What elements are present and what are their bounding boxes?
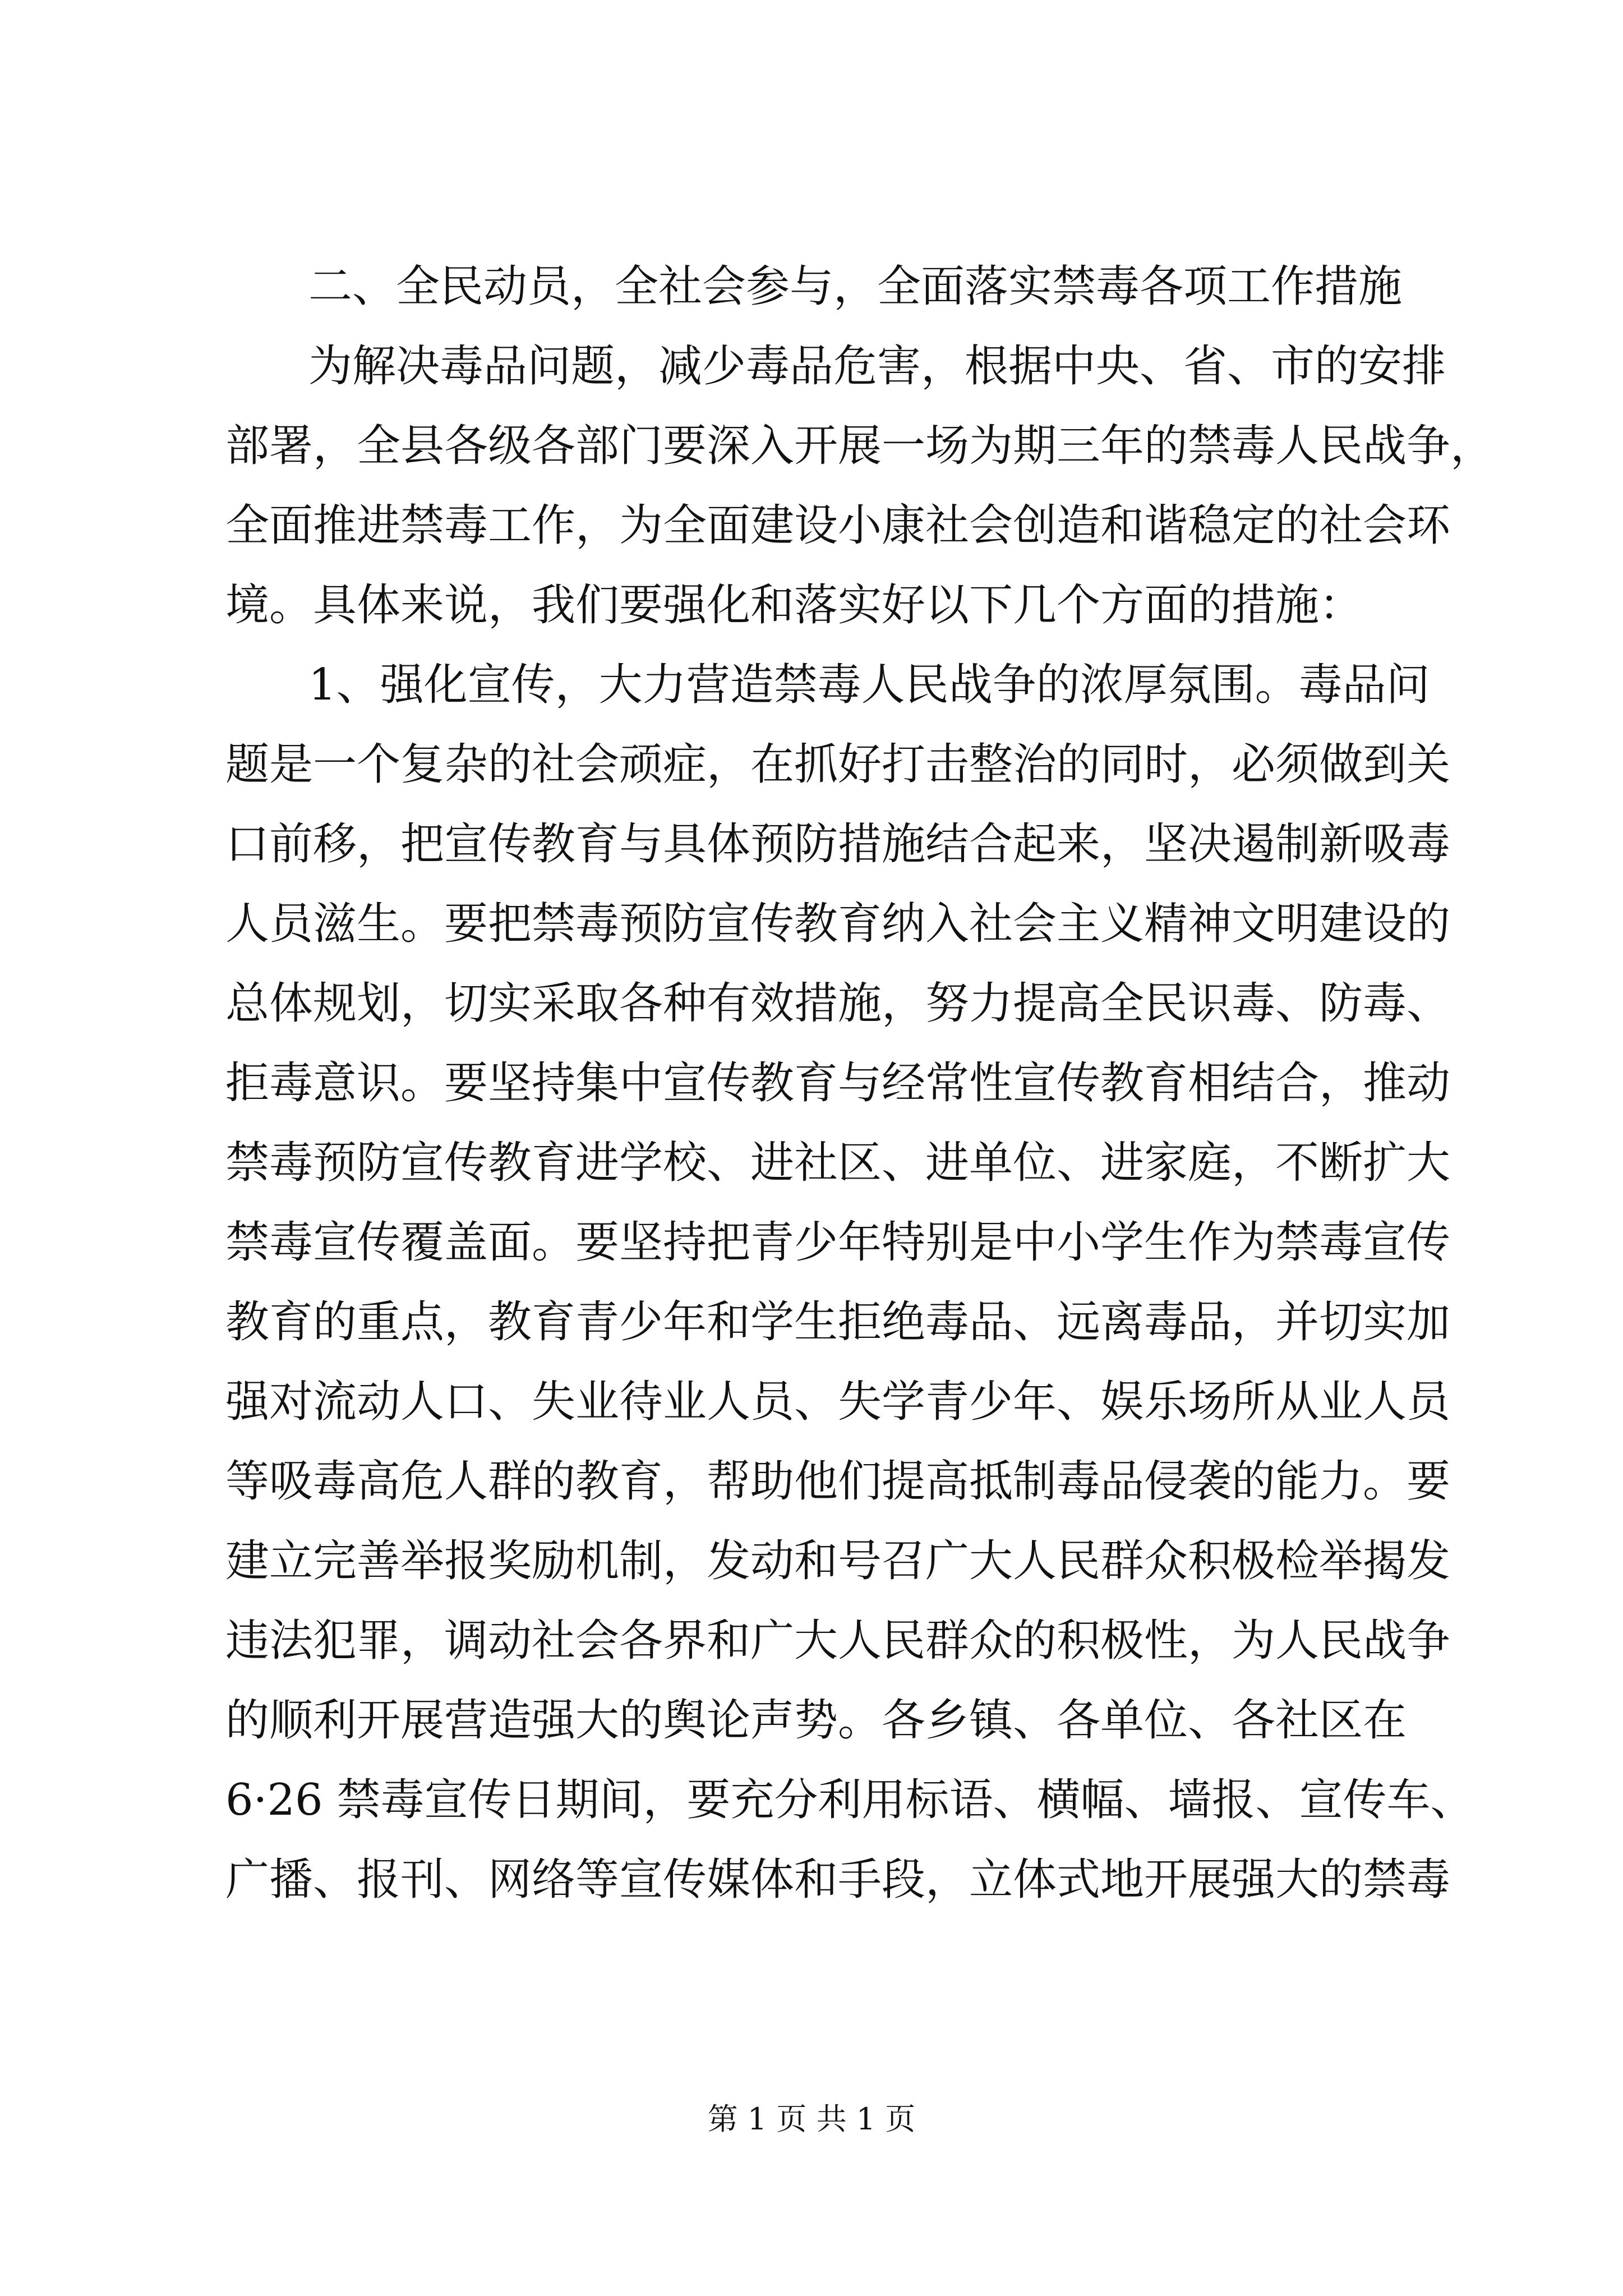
page-footer: 第 1 页 共 1 页 xyxy=(707,2101,916,2137)
paragraph-line: 人员滋生。要把禁毒预防宣传教育纳入社会主义精神文明建设的 xyxy=(225,899,1451,949)
paragraph-line: 口前移，把宣传教育与具体预防措施结合起来，坚决遏制新吸毒 xyxy=(225,819,1451,869)
paragraph-line: 禁毒宣传覆盖面。要坚持把青少年特别是中小学生作为禁毒宣传 xyxy=(225,1217,1451,1268)
paragraph-line: 题是一个复杂的社会顽症，在抓好打击整治的同时，必须做到关 xyxy=(225,739,1451,790)
paragraph-line: 的顺利开展营造强大的舆论声势。各乡镇、各单位、各社区在 xyxy=(225,1695,1407,1746)
paragraph-line: 1、强化宣传，大力营造禁毒人民战争的浓厚氛围。毒品问 xyxy=(308,660,1430,710)
paragraph-line: 拒毒意识。要坚持集中宣传教育与经常性宣传教育相结合，推动 xyxy=(225,1058,1451,1108)
paragraph-line: 强对流动人口、失业待业人员、失学青少年、娱乐场所从业人员 xyxy=(225,1377,1451,1427)
paragraph-line: 境。具体来说，我们要强化和落实好以下几个方面的措施： xyxy=(225,580,1363,631)
paragraph-line: 建立完善举报奖励机制，发动和号召广大人民群众积极检举揭发 xyxy=(225,1536,1451,1586)
paragraph-line: 总体规划，切实采取各种有效措施，努力提高全民识毒、防毒、 xyxy=(225,978,1451,1029)
paragraph-line: 为解决毒品问题，减少毒品危害，根据中央、省、市的安排 xyxy=(308,341,1446,392)
paragraph-line: 广播、报刊、网络等宣传媒体和手段，立体式地开展强大的禁毒 xyxy=(225,1855,1451,1905)
paragraph-line: 禁毒预防宣传教育进学校、进社区、进单位、进家庭，不断扩大 xyxy=(225,1138,1451,1188)
paragraph-line: 部署，全县各级各部门要深入开展一场为期三年的禁毒人民战争， xyxy=(225,421,1495,471)
paragraph-line: 等吸毒高危人群的教育，帮助他们提高抵制毒品侵袭的能力。要 xyxy=(225,1456,1451,1507)
section-heading: 二、全民动员，全社会参与，全面落实禁毒各项工作措施 xyxy=(308,261,1403,312)
document-body xyxy=(225,247,1495,1920)
paragraph-line: 6·26 禁毒宣传日期间，要充分利用标语、横幅、墙报、宣传车、 xyxy=(225,1775,1474,1825)
paragraph-line: 全面推进禁毒工作，为全面建设小康社会创造和谐稳定的社会环 xyxy=(225,500,1451,551)
paragraph-line: 违法犯罪，调动社会各界和广大人民群众的积极性，为人民战争 xyxy=(225,1616,1451,1666)
paragraph-line: 教育的重点，教育青少年和学生拒绝毒品、远离毒品，并切实加 xyxy=(225,1297,1451,1347)
